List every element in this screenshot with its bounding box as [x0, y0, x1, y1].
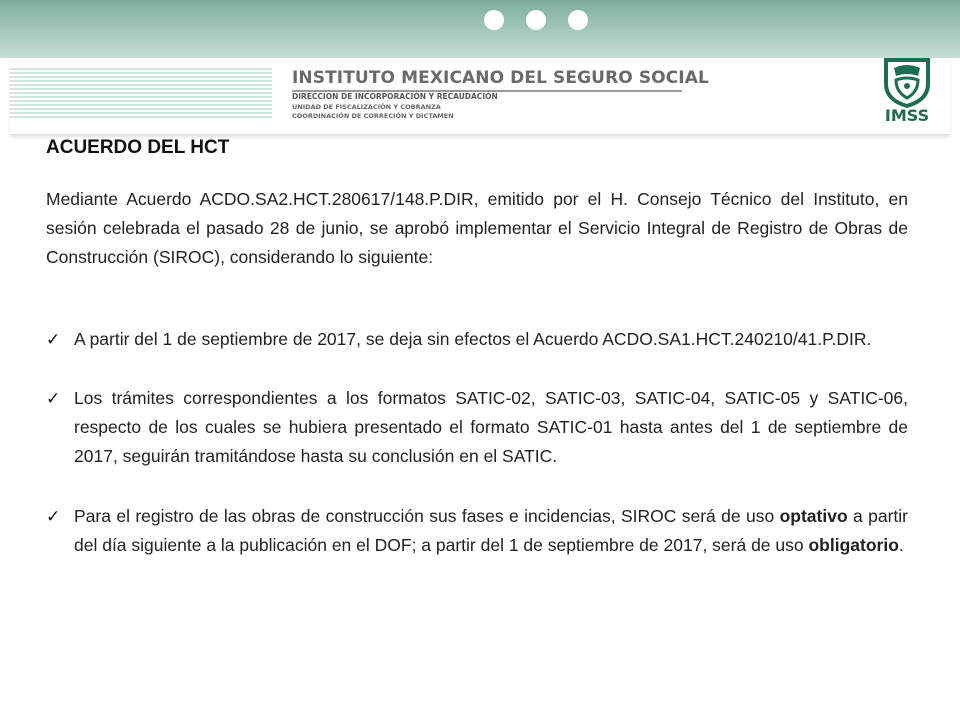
list-item	[46, 325, 908, 354]
top-band	[0, 0, 960, 58]
imss-logo	[878, 54, 936, 130]
bold-optativo: optativo	[779, 506, 848, 526]
decorative-stripes	[10, 68, 272, 120]
intro-paragraph: Mediante Acuerdo ACDO.SA2.HCT.280617/148.P.DIR, emitido por el H. Consejo Técnico del Instituto, en sesión celebrada el pasado 28 de junio, se aprobó implementar el Servicio Integral de Registro de Obras de Construcción (SIROC), considerando lo siguiente:	[46, 189, 908, 267]
bold-obligatorio: obligatorio	[808, 535, 899, 555]
checkmark-icon: ✓	[46, 389, 61, 408]
bullet-text-end: .	[898, 535, 904, 555]
dot-icon	[484, 10, 504, 30]
logo-text: IMSS	[884, 106, 930, 125]
bullet-text: A partir del 1 de septiembre de 2017, se deja sin efectos el Acuerdo ACDO.SA1.HCT.240210/41.P.DIR.	[74, 329, 872, 349]
bullet-text-middle: a partir del día siguiente a la publicación en el DOF; a partir del 1 de septiembre de 2017, será de uso	[74, 506, 909, 555]
unit-name: UNIDAD DE FISCALIZACIÓN Y COBRANZA	[292, 103, 441, 111]
bullet-text-start: Para el registro de las obras de construcción sus fases e incidencias, SIROC será de uso	[74, 506, 780, 526]
bullet-list	[46, 325, 908, 560]
document-title: ACUERDO DEL HCT	[46, 137, 230, 158]
dot-icon	[526, 10, 546, 30]
bullet-text: Los trámites correspondientes a los formatos SATIC-02, SATIC-03, SATIC-04, SATIC-05 y SATIC-06, respecto de los cuales se hubiera presentado el formato SATIC-01 hasta antes del 1 de septiembre de 2017, seguirán tramitándose hasta su conclusión en el SATIC.	[74, 388, 908, 466]
dot-icon	[568, 10, 588, 30]
decorative-dots	[484, 10, 588, 30]
imss-emblem-icon	[878, 54, 936, 108]
list-item	[46, 384, 908, 471]
coordination-name: COORDINACIÓN DE CORRECIÓN Y DICTAMEN	[292, 112, 454, 120]
checkmark-icon: ✓	[46, 330, 61, 349]
letterhead	[10, 58, 950, 135]
department-name: DIRECCION DE INCORPORACIÓN Y RECAUDACIÓN	[292, 92, 498, 101]
institute-name: INSTITUTO MEXICANO DEL SEGURO SOCIAL	[292, 68, 709, 88]
list-item	[46, 502, 908, 560]
checkmark-icon: ✓	[46, 507, 61, 526]
